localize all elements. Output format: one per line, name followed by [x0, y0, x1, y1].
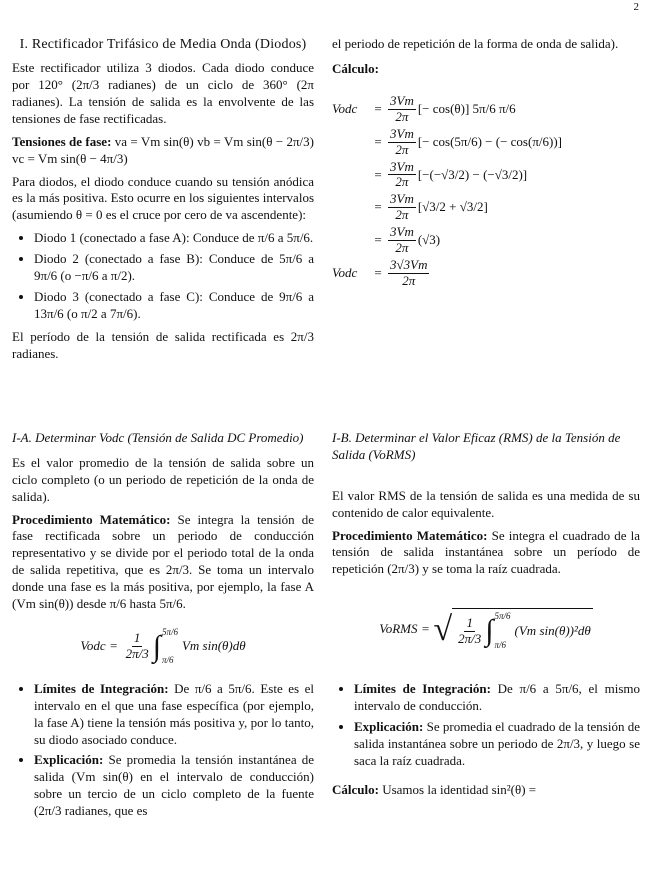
part-a-formula: Vodc = $\frac{1}{2\pi/3}$ ∫ 5π/6 π/6 Vm sin(θ)dθ [80, 626, 246, 666]
phase-equations: va = Vm sin(θ) vb = Vm sin(θ − 2π/3) vc = Vm sin(θ − 4π/3) [12, 133, 315, 166]
formula-den: 2π/3 [458, 630, 482, 646]
part-a-procedure [12, 512, 314, 613]
list-item [34, 752, 314, 820]
calculation-column [332, 36, 640, 299]
list-item [354, 681, 640, 715]
calc-label: Cálculo: [332, 60, 379, 76]
bullet-text: De π/6 a 5π/6. Este es el intervalo en el que una fase específica (por ejemplo, la fase A) tiene la tensión más positiva y, por lo tanto, su diodo asociado conduce. [34, 680, 315, 747]
calc-den: 2π [395, 207, 409, 223]
part-b-bullets [332, 681, 640, 769]
period-continuation: el periodo de repetición de la forma de onda de salida). [332, 36, 619, 51]
bullet-label: Explicación: [354, 719, 424, 735]
upper-limit: 5π/6 [161, 626, 178, 637]
calc-num: 3Vm [390, 191, 414, 207]
part-a-proc-text: Se integra la tensión de fase rectificada sobre un periodo de conducción representativo y se divide por el periodo total de la onda de salida repetitiva, que es 2π/3. Se toma un intervalo donde una fase es la más positiva, por ejemplo, la fase A (Vm sin(θ)) desde π/6 hasta 5π/6. [12, 511, 314, 612]
list-item [354, 719, 640, 770]
lower-limit: π/6 [161, 655, 174, 666]
diodes-intro: Para diodos, el diodo conduce cuando su tensión anódica es la más positiva. Esto ocurre en los siguientes intervalos (asumiendo θ = 0 es el cruce por cero de va ascendente): [12, 173, 314, 223]
part-b-column [332, 430, 640, 805]
calc-line: = $\frac{3Vm}{2\pi}$ (√3) [374, 224, 441, 256]
part-a-title: I-A. Determinar Vodc (Tensión de Salida DC Promedio) [12, 430, 304, 445]
section-intro: Este rectificador utiliza 3 diodos. Cada diodo conduce por 120° (2π/3 radianes) de un ciclo de 360° (2π radianes). La tensión de salida es la envolvente de las tensiones de fase rectificadas. [12, 60, 314, 126]
formula-num: 1 [466, 614, 473, 630]
lower-limit: π/6 [494, 639, 507, 650]
calc-num: 3Vm [390, 158, 414, 174]
period-text: El período de la tensión de salida rectificada es 2π/3 radianes. [12, 328, 314, 361]
calc-line: = $\frac{3Vm}{2\pi}$ [− cos(5π/6) − (− cos(π/6))] [374, 125, 562, 157]
part-b-proc-text: Se integra el cuadrado de la tensión de salida instantánea sobre un período de repetición (2π/3) y se toma la raíz cuadrada. [332, 527, 641, 577]
calc-line: Vodc = $\frac{3Vm}{2\pi}$ [− cos(θ)] 5π/6 π/6 [332, 92, 516, 124]
formula-lhs: Vodc [80, 638, 106, 654]
calc-den: 2π [402, 273, 416, 289]
section-title: I. Rectificador Trifásico de Media Onda (Diodos) [19, 37, 307, 52]
sqrt-sign: √ $\frac{1}{2\pi/3}$ ∫ 5π/6 π/6 (Vm sin(θ))²dθ [434, 608, 593, 651]
integrand: (Vm sin(θ))²dθ [514, 622, 591, 638]
bullet-text: Se promedia el cuadrado de la tensión de salida instantánea sobre un periodo de 2π/3, y luego se saca la raíz cuadrada. [354, 719, 641, 768]
bullet-text: De π/6 a 5π/6, el mismo intervalo de conducción. [354, 681, 641, 714]
integral-sign: ∫ 5π/6 π/6 [485, 611, 511, 650]
integral-sign: ∫ 5π/6 π/6 [152, 626, 178, 666]
calc-num: 3Vm [390, 92, 414, 108]
bullet-label: Límites de Integración: [354, 681, 491, 697]
page-number: 2 [633, 1, 639, 13]
calc-lhs: Vodc [332, 265, 358, 281]
diode-list [12, 230, 314, 322]
calc-derivation [332, 94, 640, 289]
calc-num: 3Vm [390, 125, 414, 141]
part-b-title: I-B. Determinar el Valor Eficaz (RMS) de la Tensión de Salida (VoRMS) [332, 430, 621, 462]
part-a-text: Es el valor promedio de la tensión de salida sobre un ciclo completo (o un periodo de repetición de la onda de salida). [12, 454, 314, 504]
diode-item-2: • Diodo 2 (conectado a fase B): Conduce de 5π/6 a 9π/6 (o −π/6 a π/2). [34, 251, 314, 285]
upper-limit: 5π/6 [494, 611, 511, 622]
list-item [34, 681, 314, 749]
part-b-calc-text: Usamos la identidad sin²(θ) = [382, 781, 537, 797]
formula-lhs: VoRMS [379, 621, 418, 637]
calc-den: 2π [395, 240, 409, 256]
section-one-column [12, 36, 314, 368]
part-a-bullets [12, 681, 314, 820]
phase-label: Tensiones de fase: [12, 133, 112, 149]
calc-num: 3Vm [390, 224, 414, 240]
diode-item-3: • Diodo 3 (conectado a fase C): Conduce de 9π/6 a 13π/6 (o π/2 a 7π/6). [34, 289, 314, 323]
part-b-proc-label: Procedimiento Matemático: [332, 527, 488, 543]
calc-lhs: Vodc [332, 100, 358, 116]
calc-rest: [− cos(5π/6) − (− cos(π/6))] [417, 133, 562, 149]
calc-rest: [−(−√3/2) − (−√3/2)] [417, 166, 528, 182]
diode-item-1: • Diodo 1 (conectado a fase A): Conduce de π/6 a 5π/6. [34, 230, 314, 247]
bullet-text: Se promedia la tensión instantánea de salida (Vm sin(θ) en el intervalo de conducción) sobre un tercio de un ciclo completo de la fuente (2π/3 radianes, que es [34, 752, 315, 819]
part-b-text: El valor RMS de la tensión de salida es una medida de su contenido de calor equivalente. [332, 487, 640, 520]
calc-rest: (√3) [417, 232, 441, 248]
part-b-formula: VoRMS = √ $\frac{1}{2\pi/3}$ ∫ 5π/6 π/6 (Vm sin(θ))²dθ [332, 608, 640, 651]
calc-rest: [− cos(θ)] 5π/6 π/6 [417, 100, 516, 116]
calc-den: 2π [395, 108, 409, 124]
part-b-procedure [332, 528, 640, 579]
calc-num: 3√3Vm [390, 257, 428, 273]
part-a-proc-label: Procedimiento Matemático: [12, 511, 171, 527]
formula-num: 1 [133, 630, 141, 646]
bullet-label: Explicación: [34, 752, 104, 768]
part-b-calc [332, 782, 640, 799]
calc-line: = $\frac{3Vm}{2\pi}$ [√3/2 + √3/2] [374, 191, 488, 223]
formula-den: 2π/3 [125, 646, 149, 662]
calc-den: 2π [395, 174, 409, 190]
part-a-column [12, 430, 314, 826]
calc-rest: [√3/2 + √3/2] [417, 199, 488, 215]
bullet-label: Límites de Integración: [34, 680, 169, 696]
integrand: Vm sin(θ)dθ [181, 638, 246, 654]
calc-line: Vodc = $\frac{3√3Vm}{2\pi}$ [332, 257, 428, 289]
part-b-calc-label: Cálculo: [332, 781, 379, 797]
calc-line: = $\frac{3Vm}{2\pi}$ [−(−√3/2) − (−√3/2)] [374, 158, 528, 190]
calc-den: 2π [395, 141, 409, 157]
phase-voltages [12, 134, 314, 168]
